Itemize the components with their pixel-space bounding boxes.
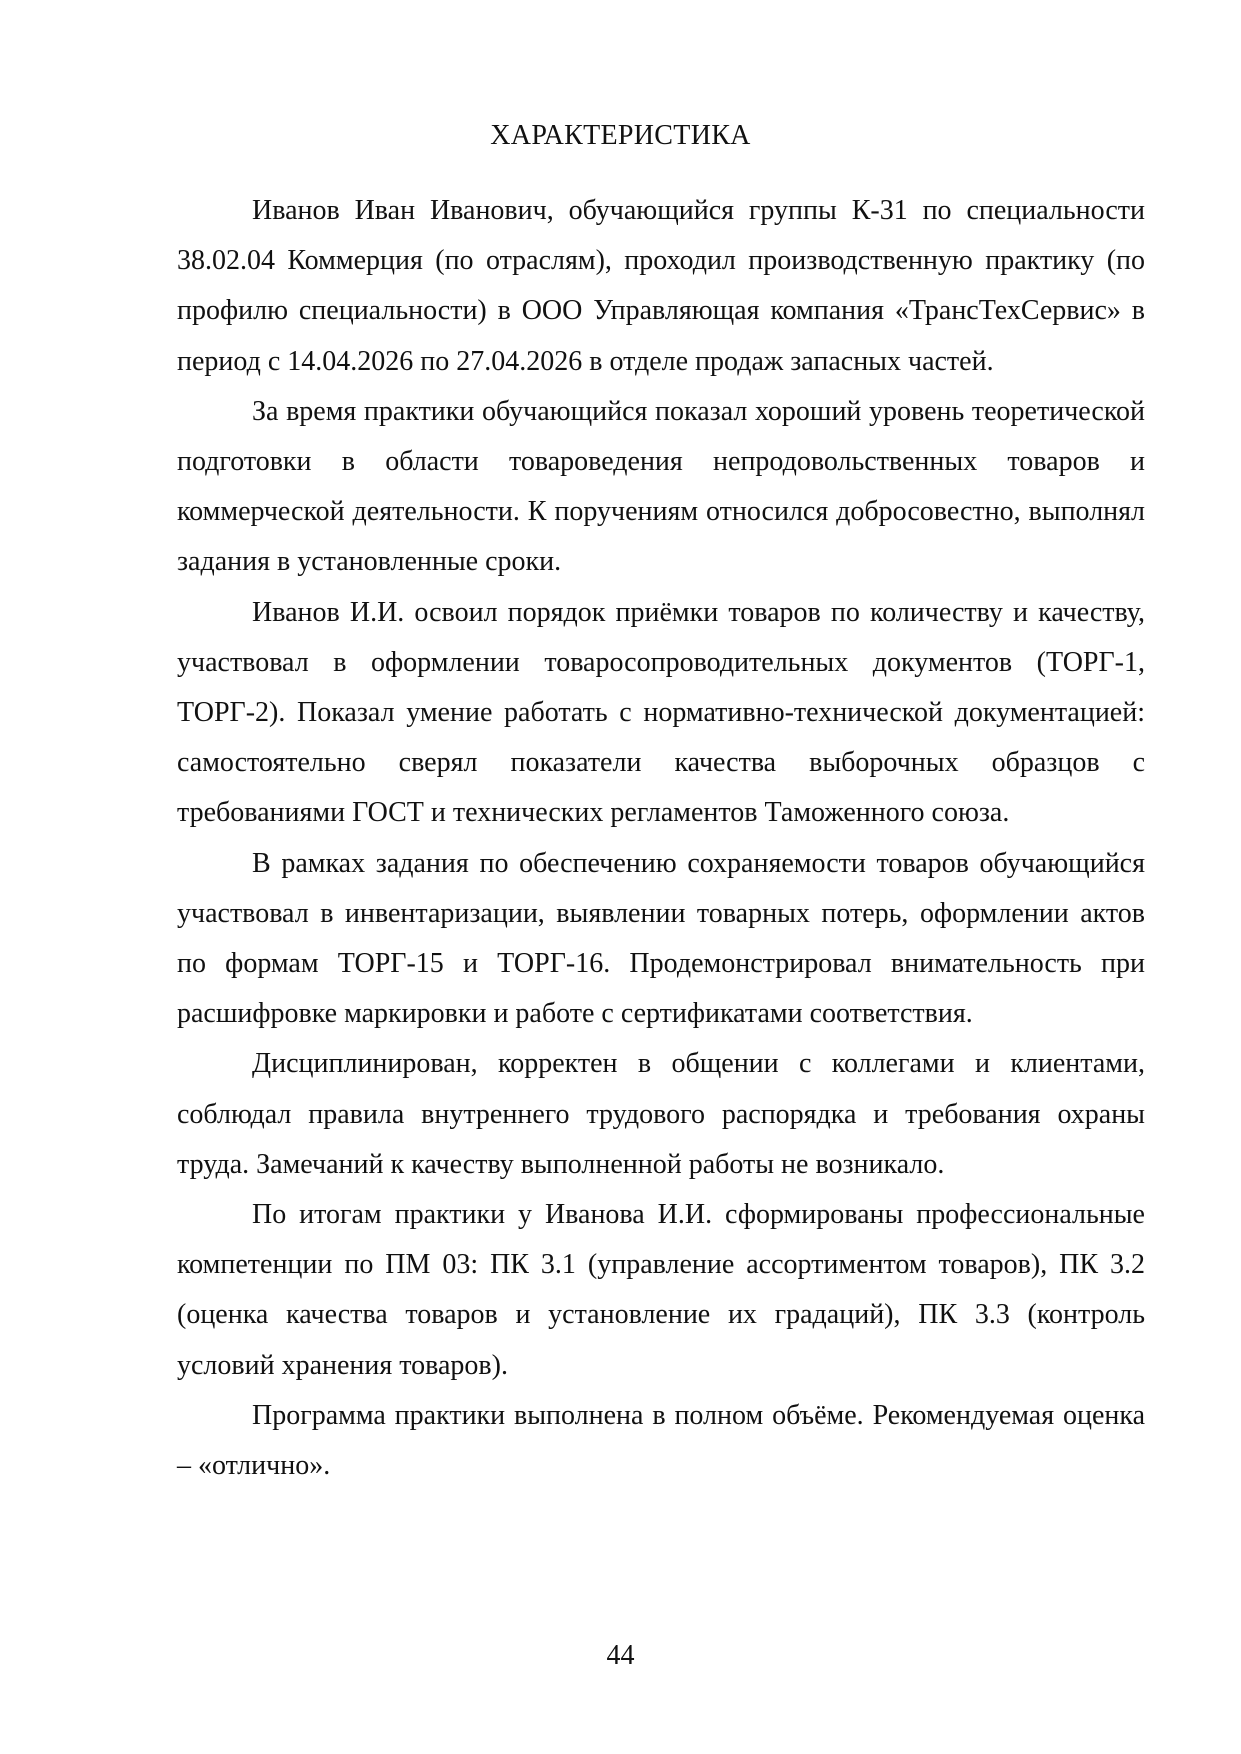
paragraph-conclusion: Программа практики выполнена в полном объёме. Рекомендуемая оценка – «отлично».: [177, 1399, 1145, 1482]
paragraph-acceptance: Иванов И.И. освоил порядок приёмки товаров по количеству и качеству, участвовал в оформлении товаросопроводительных документов (ТОРГ-1, ТОРГ-2). Показал умение работать с нормативно-технической документацией: самостоятельно сверял показатели качества выборочных образцов с требованиями ГОСТ и технических регламентов Таможенного союза.: [177, 596, 1145, 829]
paragraph-competencies: По итогам практики у Иванова И.И. сформированы профессиональные компетенции по ПМ 03: ПК 3.1 (управление ассортиментом товаров), ПК 3.2 (оценка качества товаров и установление их градаций), ПК 3.3 (контроль условий хранения товаров).: [177, 1199, 1145, 1381]
document-body: [177, 186, 1145, 1491]
paragraph-theory: За время практики обучающийся показал хороший уровень теоретической подготовки в области товароведения непродовольственных товаров и коммерческой деятельности. К поручениям относился добросовестно, выполнял задания в установленные сроки.: [177, 395, 1145, 578]
page-number: 44: [606, 1640, 635, 1671]
page-title: ХАРАКТЕРИСТИКА: [490, 120, 751, 151]
paragraph-intro: Иванов Иван Иванович, обучающийся группы К-31 по специальности 38.02.04 Коммерция (по отраслям), проходил производственную практику (по профилю специальности) в ООО Управляющая компания «ТрансТехСервис» в период с 14.04.2026 по 27.04.2026 в отделе продаж запасных частей.: [177, 195, 1145, 377]
paragraph-discipline: Дисциплинирован, корректен в общении с коллегами и клиентами, соблюдал правила внутреннего трудового распорядка и требования охраны труда. Замечаний к качеству выполненной работы не возникало.: [177, 1048, 1145, 1180]
paragraph-inventory: В рамках задания по обеспечению сохраняемости товаров обучающийся участвовал в инвентаризации, выявлении товарных потерь, оформлении актов по формам ТОРГ-15 и ТОРГ-16. Продемонстрировал внимательность при расшифровке маркировки и работе с сертификатами соответствия.: [177, 847, 1145, 1030]
